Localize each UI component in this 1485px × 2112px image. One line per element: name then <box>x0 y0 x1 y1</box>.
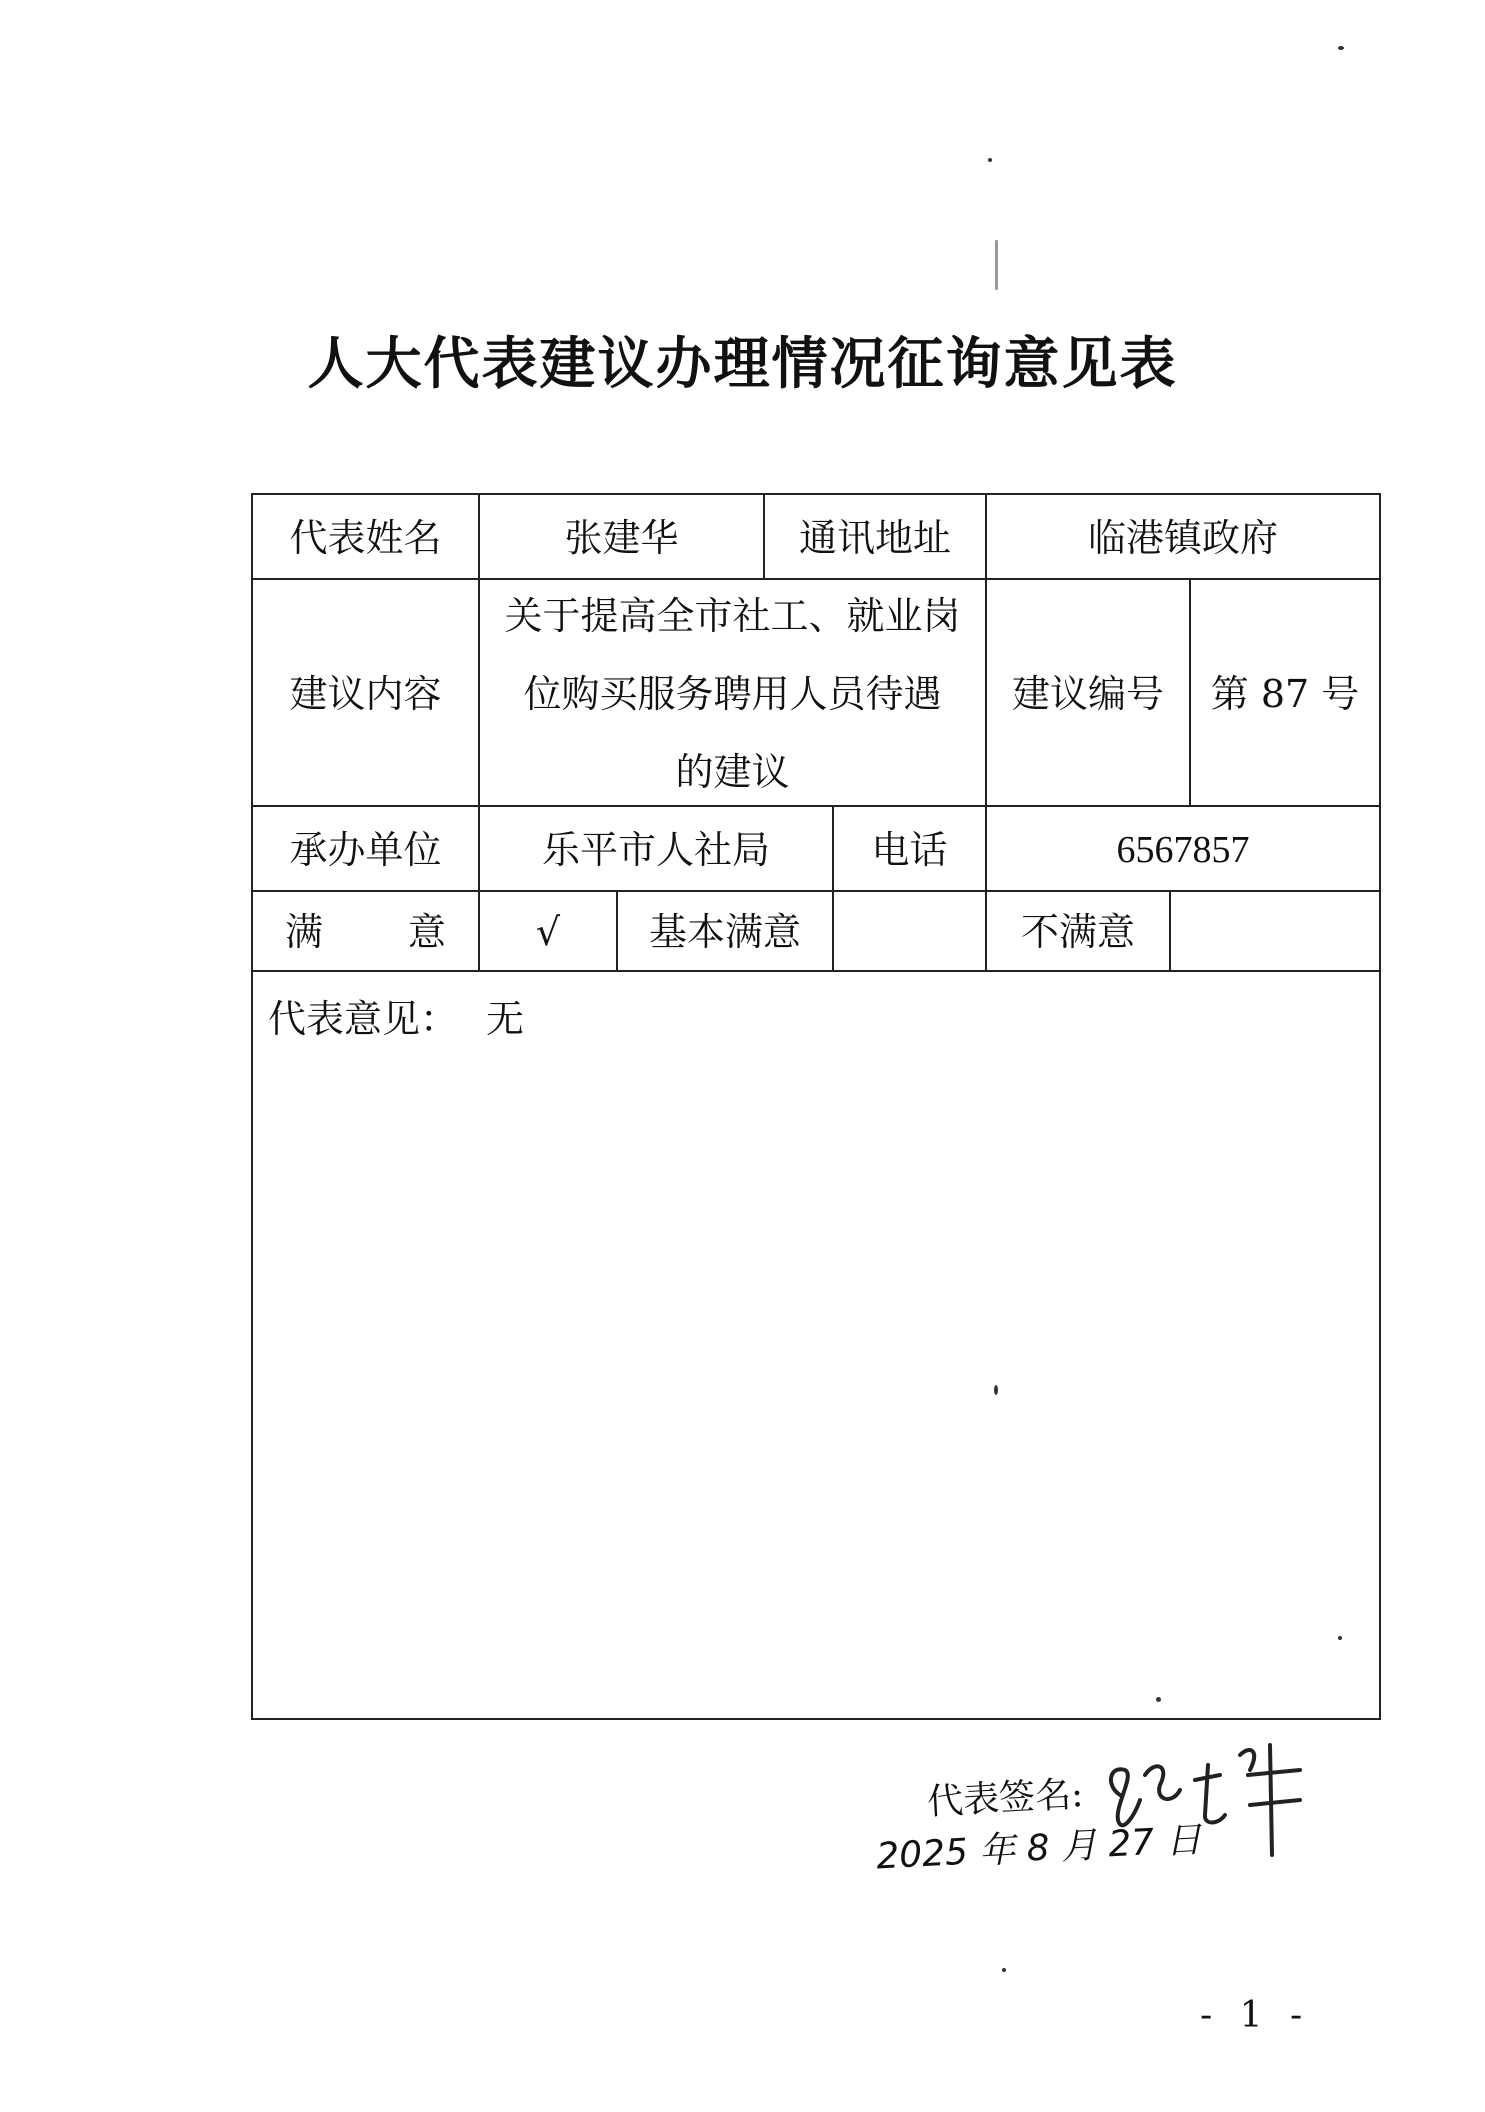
page-title: 人大代表建议办理情况征询意见表 <box>307 331 1178 397</box>
opinion-label: 代表意见： <box>268 997 459 1041</box>
phone-label: 电话 <box>832 807 985 892</box>
unit-label: 承办单位 <box>251 807 478 892</box>
scan-speck <box>1338 46 1344 50</box>
signature-label: 代表签名: <box>926 1773 1085 1824</box>
content-line-1: 关于提高全市社工、就业岗 <box>504 593 961 638</box>
scan-speck <box>1338 1636 1342 1640</box>
basic-satisfied-label: 基本满意 <box>616 892 832 972</box>
scan-speck <box>994 1385 998 1395</box>
satisfied-label <box>251 892 478 972</box>
row-suggestion <box>251 578 1381 807</box>
signature-date: 2025 年 8 月 27 日 <box>875 1819 1203 1878</box>
content-line-2: 位购买服务聘用人员待遇 <box>523 671 942 716</box>
unsatisfied-mark <box>1169 892 1381 972</box>
satisfied-label-char-1: 满 <box>285 910 324 954</box>
address-value: 临港镇政府 <box>985 495 1381 580</box>
number-label: 建议编号 <box>985 580 1189 807</box>
phone-value: 6567857 <box>985 807 1381 892</box>
satisfied-label-char-2: 意 <box>407 910 446 954</box>
scan-speck <box>995 240 998 290</box>
number-value: 第 87 号 <box>1189 580 1381 807</box>
satisfied-mark: √ <box>478 892 616 972</box>
unsatisfied-label: 不满意 <box>985 892 1169 972</box>
name-label: 代表姓名 <box>251 495 478 580</box>
scan-speck <box>1156 1697 1161 1702</box>
page-number: - 1 - <box>1200 1995 1311 2036</box>
content-line-3: 的建议 <box>675 749 790 794</box>
row-satisfaction <box>251 890 1381 972</box>
handwritten-signature <box>1100 1725 1320 1885</box>
unit-value: 乐平市人社局 <box>478 807 832 892</box>
basic-satisfied-mark <box>832 892 985 972</box>
content-value <box>478 580 985 807</box>
content-label: 建议内容 <box>251 580 478 807</box>
scan-speck <box>1002 1968 1006 1972</box>
row-handling-unit <box>251 805 1381 892</box>
address-label: 通讯地址 <box>763 495 985 580</box>
name-value: 张建华 <box>478 495 763 580</box>
scan-speck <box>988 158 992 162</box>
row-representative <box>251 493 1381 580</box>
opinion-value: 无 <box>486 997 525 1041</box>
row-opinion <box>251 970 1381 972</box>
